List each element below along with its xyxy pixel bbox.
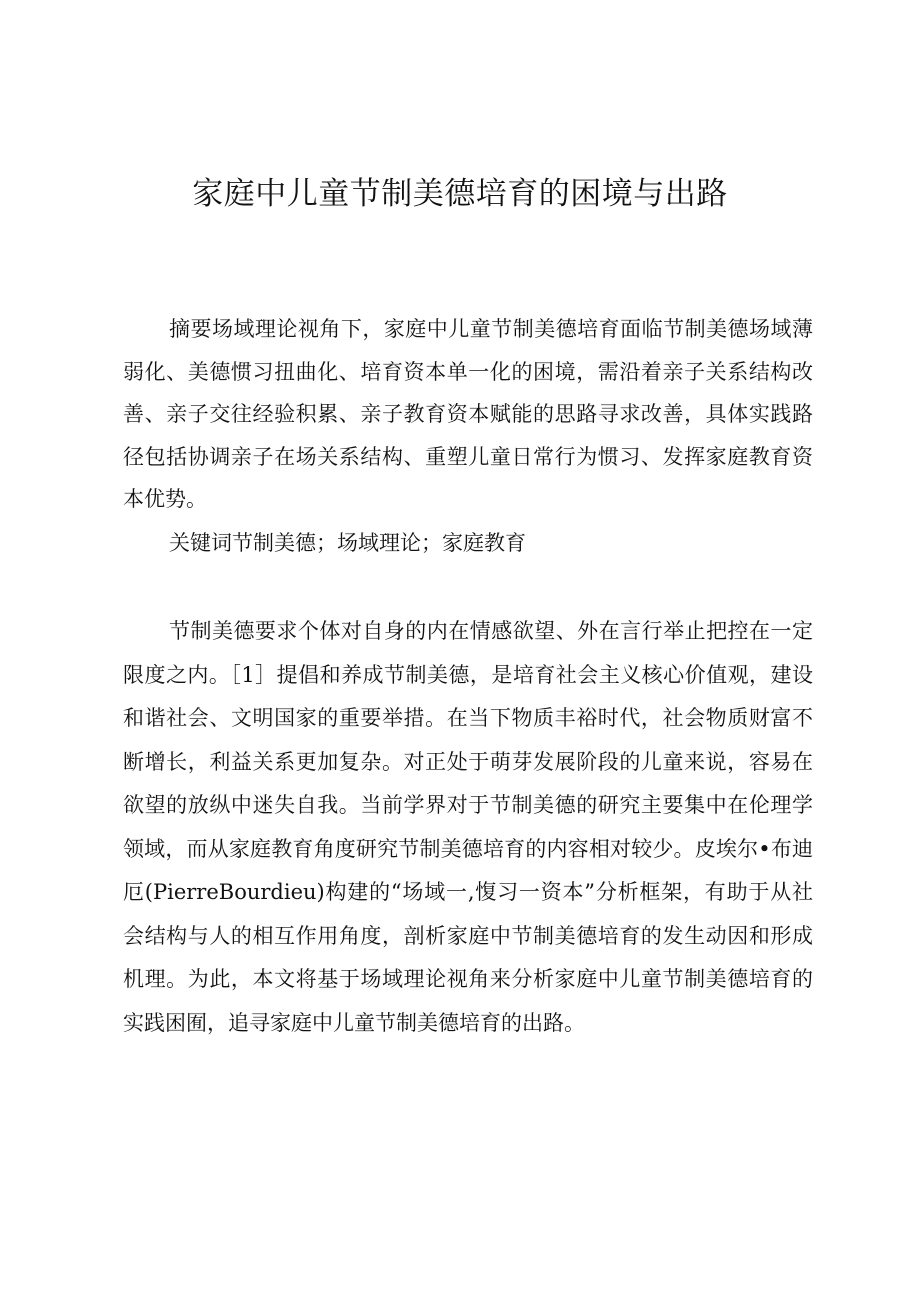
body-paragraph: 节制美德要求个体对自身的内在情感欲望、外在言行举止把控在一定限度之内。［1］提倡和养成节制美德，是培育社会主义核心价值观，建设和谐社会、文明国家的重要举措。在当下物质丰裕时代，社会物质财富不断增长，利益关系更加复杂。对正处于萌芽发展阶段的儿童来说，容易在欲望的放纵中迷失自我。当前学界对于节制美德的研究主要集中在伦理学领域，而从家庭教育角度研究节制美德培育的内容相对较少。皮埃尔•布迪厄(PierreBourdieu)构建的“场域一,愎习一资本”分析框架，有助于从社会结构与人的相互作用角度，剖析家庭中节制美德培育的发生动因和形成机理。为此，本文将基于场域理论视角来分析家庭中儿童节制美德培育的实践困囿，追寻家庭中儿童节制美德培育的出路。 xyxy=(123,619,813,1035)
document-title: 家庭中儿童节制美德培育的困境与出路 xyxy=(192,176,728,212)
abstract-paragraph: 摘要场域理论视角下，家庭中儿童节制美德培育面临节制美德场域薄弱化、美德惯习扭曲化、培育资本单一化的困境，需沿着亲子关系结构改善、亲子交往经验积累、亲子教育资本赋能的思路寻求改善，具体实践路径包括协调亲子在场关系结构、重塑儿童日常行为惯习、发挥家庭教育资本优势。 xyxy=(123,317,813,511)
keywords-line: 关键词节制美德；场域理论；家庭教育 xyxy=(169,531,526,555)
